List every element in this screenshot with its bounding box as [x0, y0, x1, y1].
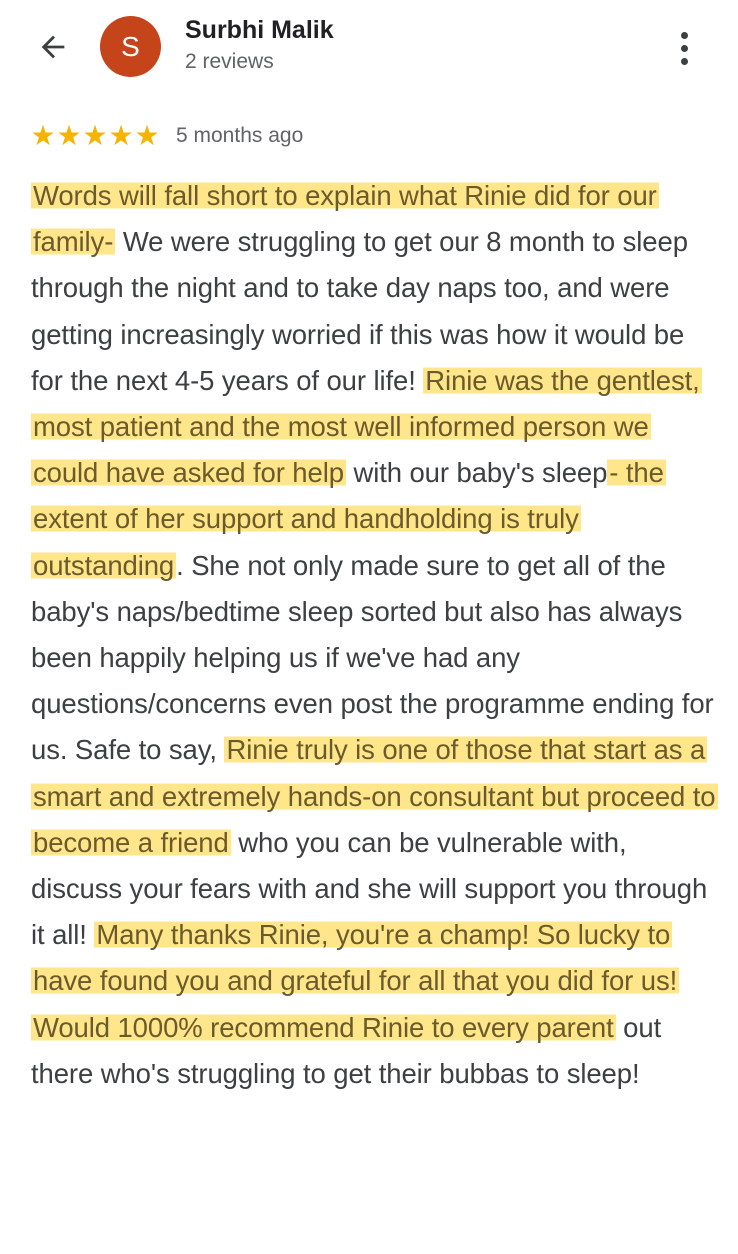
rating-row: [30, 120, 303, 152]
avatar[interactable]: [100, 16, 161, 77]
review-header: [0, 0, 738, 100]
review-text-segment: who you can be vulnerable with, discuss your fears with and she will support you through it all!: [31, 826, 708, 951]
highlighted-text: - the extent of her support and handholding is truly outstanding: [33, 457, 664, 581]
review-time: 5 months ago: [176, 124, 304, 147]
reviewer-name[interactable]: Surbhi Malik: [185, 16, 334, 44]
arrow-back-icon: [36, 30, 70, 64]
review-text-segment: . She not only made sure to get all of the baby's naps/bedtime sleep sorted but also has always been happily helping us if we've had any questions/concerns even post the programme ending for us. Safe to say,: [31, 549, 714, 766]
star-rating: [30, 122, 160, 150]
highlighted-text: Rinie truly is one of those that start as a smart and extremely hands-on consultant but proceed to become a friend: [33, 734, 716, 858]
review-count: 2 reviews: [185, 50, 274, 73]
review-text-segment: We were struggling to get our 8 month to sleep through the night and to take day naps too, and were getting increasingly worried if this was how it would be for the next 4-5 years of our life!: [31, 226, 688, 396]
more-options-button[interactable]: [664, 26, 704, 70]
review-text: [31, 173, 721, 1097]
star-icon: ★: [108, 120, 134, 151]
highlighted-text: Rinie was the gentlest, most patient and the most well informed person we could have asked for help: [33, 364, 700, 489]
star-icon: ★: [30, 120, 56, 151]
highlighted-text: Many thanks Rinie, you're a champ! So lucky to have found you and grateful for all that you did for us! Would 1000% recommend Rinie to every parent: [33, 919, 678, 1043]
highlighted-text: Words will fall short to explain what Rinie did for our family-: [33, 180, 657, 258]
star-icon: ★: [82, 120, 108, 151]
review-text-segment: out there who's struggling to get their bubbas to sleep!: [31, 1011, 662, 1089]
review-text-segment: with our baby's sleep: [345, 457, 608, 489]
back-button[interactable]: [32, 26, 74, 68]
star-icon: ★: [134, 120, 160, 151]
more-vert-icon: [681, 32, 688, 39]
star-icon: ★: [56, 120, 82, 151]
avatar-letter: S: [121, 30, 140, 62]
